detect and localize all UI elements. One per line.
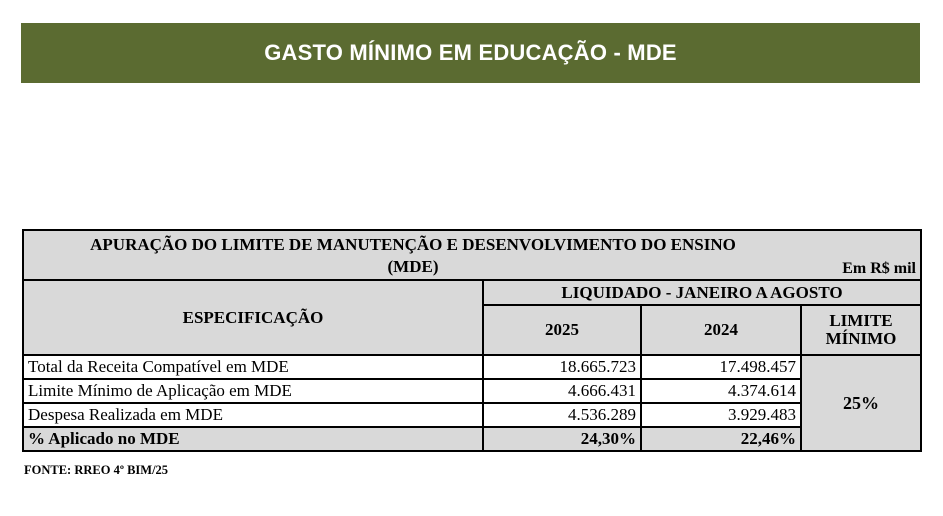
table-row — [23, 355, 921, 379]
header-limit-line2: MÍNIMO — [825, 329, 897, 348]
row-label: Total da Receita Compatível em MDE — [23, 355, 483, 379]
total-value-2025: 24,30% — [483, 427, 641, 451]
table-title-cell — [23, 230, 921, 280]
header-liquidado: LIQUIDADO - JANEIRO A AGOSTO — [483, 280, 921, 305]
header-limit — [801, 305, 921, 355]
table-title — [24, 234, 802, 278]
unit-label: Em R$ mil — [842, 260, 916, 277]
table-row — [23, 379, 921, 403]
table-row — [23, 403, 921, 427]
page-title: GASTO MÍNIMO EM EDUCAÇÃO - MDE — [264, 40, 677, 65]
total-value-2024: 22,46% — [641, 427, 801, 451]
table-title-line2: (MDE) — [387, 257, 439, 276]
header-specification: ESPECIFICAÇÃO — [23, 280, 483, 355]
row-label: Limite Mínimo de Aplicação em MDE — [23, 379, 483, 403]
row-value-2024: 4.374.614 — [641, 379, 801, 403]
row-value-2024: 17.498.457 — [641, 355, 801, 379]
row-value-2025: 18.665.723 — [483, 355, 641, 379]
header-limit-line1: LIMITE — [829, 311, 893, 331]
limit-value: 25% — [801, 355, 921, 451]
total-label: % Aplicado no MDE — [23, 427, 483, 451]
header-year-2024: 2024 — [641, 305, 801, 355]
row-value-2025: 4.666.431 — [483, 379, 641, 403]
page-banner — [21, 23, 920, 83]
header-year-2025: 2025 — [483, 305, 641, 355]
source-note: FONTE: RREO 4º BIM/25 — [24, 463, 169, 477]
mde-table — [22, 229, 922, 452]
row-value-2025: 4.536.289 — [483, 403, 641, 427]
row-label: Despesa Realizada em MDE — [23, 403, 483, 427]
row-value-2024: 3.929.483 — [641, 403, 801, 427]
table-title-line1: APURAÇÃO DO LIMITE DE MANUTENÇÃO E DESENVOLVIMENTO DO ENSINO — [90, 235, 736, 254]
total-row — [23, 427, 921, 451]
